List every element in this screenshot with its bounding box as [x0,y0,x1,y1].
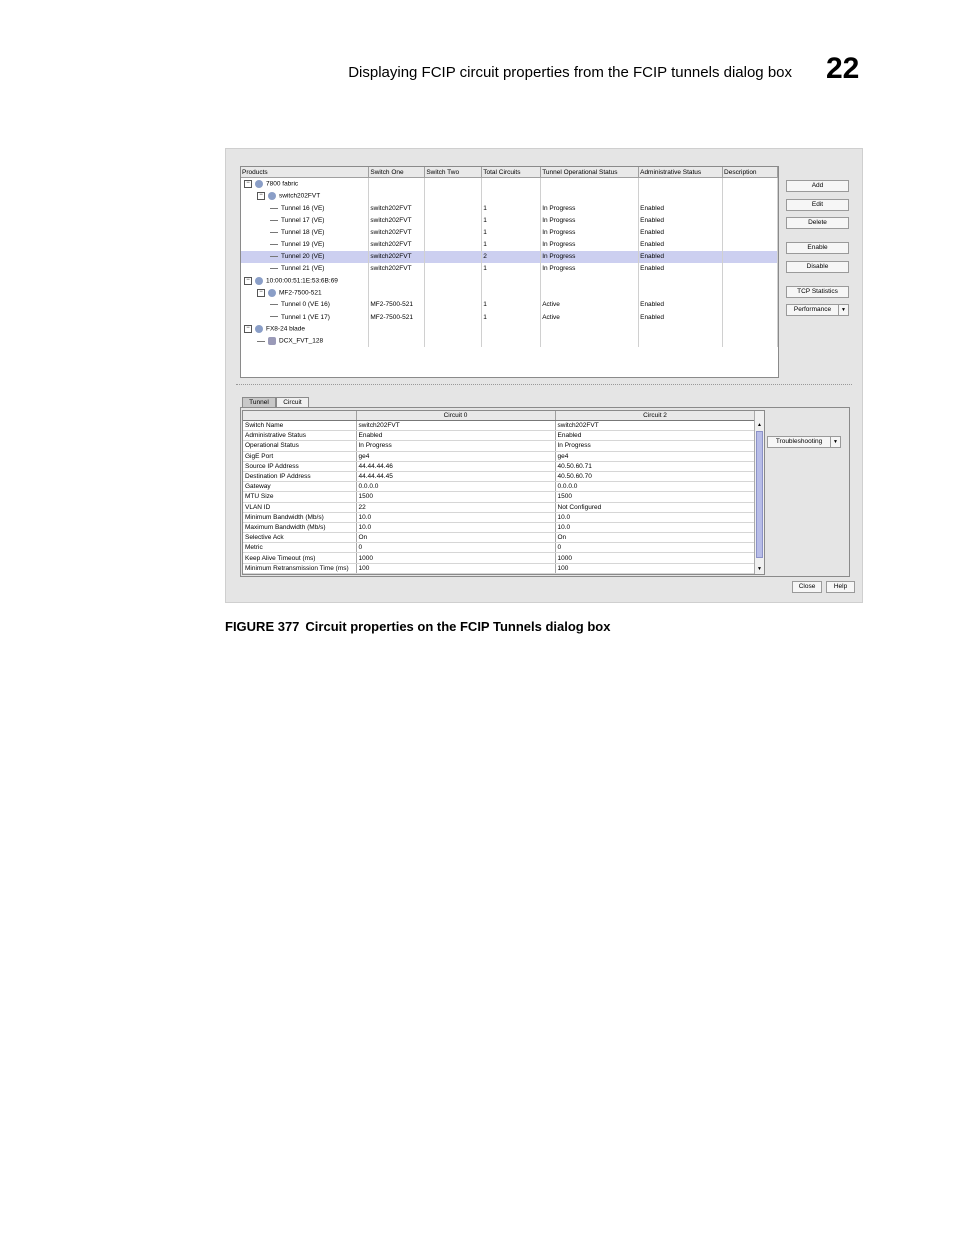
property-name: Switch Name [243,421,356,431]
tree-line [270,256,278,257]
table-cell [541,287,639,299]
figure-caption-text: Circuit properties on the FCIP Tunnels dialog box [305,619,611,634]
table-cell [425,226,482,238]
table-cell [425,190,482,202]
tree-line [270,316,278,317]
tree-line [270,220,278,221]
column-header[interactable]: Tunnel Operational Status [541,167,639,178]
table-cell [541,178,639,191]
table-cell [723,311,778,323]
property-value: 1500 [356,492,555,502]
table-cell: MF2-7500-521 [369,299,425,311]
property-value: 100 [555,563,755,573]
table-cell [369,323,425,335]
tree-line [270,244,278,245]
column-header[interactable]: Products [241,167,369,178]
property-name: Gateway [243,482,356,492]
table-cell: In Progress [541,251,639,263]
property-value: 10.0 [356,522,555,532]
tree-node [241,202,369,214]
table-cell [723,251,778,263]
table-row [243,553,755,563]
chevron-down-icon[interactable]: ▼ [841,307,846,313]
table-cell [425,311,482,323]
tree-node [241,275,369,287]
chapter-number: 22 [826,52,860,85]
tree-node [241,238,369,250]
collapse-icon[interactable]: − [257,289,265,297]
table-row[interactable] [241,214,778,226]
figure-caption [225,619,610,634]
property-value: 0 [356,543,555,553]
performance-label: Performance [787,305,839,315]
table-cell [425,299,482,311]
table-cell [723,299,778,311]
table-cell [639,335,723,347]
table-cell: 1 [482,214,541,226]
table-cell [369,335,425,347]
table-cell [723,190,778,202]
tree-line [270,232,278,233]
table-row [243,502,755,512]
table-row [243,563,755,573]
table-cell: 1 [482,311,541,323]
table-cell [369,287,425,299]
table-row[interactable] [241,251,778,263]
edit-button[interactable]: Edit [786,199,849,211]
collapse-icon[interactable]: − [244,277,252,285]
table-cell [541,335,639,347]
table-row[interactable] [241,226,778,238]
table-cell [425,251,482,263]
tree-node-label: Tunnel 18 (VE) [281,228,325,236]
table-row [243,451,755,461]
property-value: 44.44.44.45 [356,471,555,481]
property-value: Enabled [555,431,755,441]
tunnels-tree-table [240,166,779,378]
tree-node [241,214,369,226]
property-name: MTU Size [243,492,356,502]
tree-line [257,341,265,342]
table-cell [541,323,639,335]
property-value: switch202FVT [356,421,555,431]
tree-node-label: Tunnel 20 (VE) [281,253,325,261]
table-cell [723,202,778,214]
tcp-statistics-button[interactable]: TCP Statistics [786,286,849,298]
tree-node-label: Tunnel 16 (VE) [281,204,325,212]
fabric-icon [255,180,263,188]
tree-node [241,335,369,347]
tree-node [241,323,369,335]
table-cell: 1 [482,202,541,214]
table-row [243,533,755,543]
property-value: Enabled [356,431,555,441]
table-cell [723,214,778,226]
table-cell: switch202FVT [369,226,425,238]
tree-node [241,299,369,311]
tree-line [270,268,278,269]
table-cell: Enabled [639,238,723,250]
table-cell [639,178,723,191]
table-cell: Enabled [639,263,723,275]
table-row[interactable] [241,238,778,250]
table-cell: Active [541,311,639,323]
table-cell [723,226,778,238]
table-cell: Enabled [639,299,723,311]
table-cell: Enabled [639,226,723,238]
table-row [243,461,755,471]
table-cell [369,190,425,202]
table-cell [369,178,425,191]
table-cell [425,263,482,275]
table-cell [723,238,778,250]
table-cell [723,335,778,347]
property-value: Not Configured [555,502,755,512]
tab-circuit[interactable]: Circuit [276,397,309,407]
table-row [243,522,755,532]
collapse-icon[interactable]: − [244,325,252,333]
property-name: VLAN ID [243,502,356,512]
property-value: In Progress [356,441,555,451]
property-value: 0.0.0.0 [356,482,555,492]
table-row[interactable] [241,275,778,287]
table-row [243,512,755,522]
tree-node-label: switch202FVT [279,192,321,200]
table-cell [482,178,541,191]
table-cell [541,190,639,202]
table-cell [482,190,541,202]
table-cell [425,202,482,214]
column-header[interactable]: Switch Two [425,167,482,178]
tree-node [241,178,369,191]
table-row[interactable] [241,263,778,275]
property-value: ge4 [356,451,555,461]
scroll-down-arrow-icon[interactable]: ▼ [757,566,762,572]
tree-node-label: 10:00:00:51:1E:53:6B:69 [266,277,338,285]
column-header[interactable]: Administrative Status [639,167,723,178]
table-row[interactable] [241,299,778,311]
table-row[interactable] [241,287,778,299]
table-cell: switch202FVT [369,238,425,250]
table-row[interactable] [241,311,778,323]
tree-node-label: Tunnel 1 (VE 17) [281,313,330,321]
property-name: Minimum Retransmission Time (ms) [243,563,356,573]
table-cell [482,287,541,299]
property-value: ge4 [555,451,755,461]
table-cell [425,275,482,287]
table-cell [639,287,723,299]
table-cell [723,263,778,275]
property-value: 0.0.0.0 [555,482,755,492]
table-cell: 1 [482,238,541,250]
table-row[interactable] [241,202,778,214]
disable-button[interactable]: Disable [786,261,849,273]
table-cell [482,335,541,347]
table-row [243,431,755,441]
property-value: 1000 [356,553,555,563]
tree-node [241,251,369,263]
table-cell [425,335,482,347]
column-header[interactable]: Description [723,167,778,178]
circuit-properties-table [242,410,765,575]
fabric-icon [255,277,263,285]
table-cell [639,190,723,202]
table-cell [639,323,723,335]
column-header[interactable]: Switch One [369,167,425,178]
circuit-table [243,411,756,574]
tree-node [241,311,369,323]
property-name: Keep Alive Timeout (ms) [243,553,356,563]
table-cell: In Progress [541,214,639,226]
fabric-icon [255,325,263,333]
property-name: Operational Status [243,441,356,451]
column-header[interactable]: Circuit 0 [356,411,555,421]
troubleshooting-button[interactable] [767,436,841,448]
performance-button[interactable] [786,304,849,316]
switch-icon [268,289,276,297]
property-value: 0 [555,543,755,553]
table-row [243,482,755,492]
tree-node-label: Tunnel 21 (VE) [281,265,325,273]
table-cell [723,275,778,287]
table-cell: switch202FVT [369,214,425,226]
table-cell: 2 [482,251,541,263]
tree-node-label: Tunnel 0 (VE 16) [281,301,330,309]
column-header[interactable]: Circuit 2 [555,411,755,421]
property-name: Source IP Address [243,461,356,471]
table-cell [482,323,541,335]
property-value: On [555,533,755,543]
table-cell: 1 [482,299,541,311]
table-cell [425,287,482,299]
scroll-up-arrow-icon[interactable]: ▲ [757,422,762,428]
table-cell: Enabled [639,311,723,323]
table-row [243,492,755,502]
close-button[interactable]: Close [792,581,822,593]
tree-node-label: 7800 fabric [266,180,299,188]
table-row [243,421,755,431]
table-row [243,543,755,553]
table-cell: Enabled [639,251,723,263]
property-value: 10.0 [555,512,755,522]
property-value: 40.50.60.70 [555,471,755,481]
table-cell [723,323,778,335]
tree-line [270,304,278,305]
tree-node [241,226,369,238]
property-value: 22 [356,502,555,512]
tree-line [270,208,278,209]
tree-node [241,263,369,275]
table-cell [425,238,482,250]
add-button[interactable]: Add [786,180,849,192]
table-cell: MF2-7500-521 [369,311,425,323]
table-cell: In Progress [541,226,639,238]
table-row[interactable] [241,323,778,335]
property-value: In Progress [555,441,755,451]
table-cell [723,178,778,191]
table-cell: switch202FVT [369,263,425,275]
table-cell: In Progress [541,238,639,250]
tunnels-table [241,167,778,347]
table-cell: 1 [482,226,541,238]
collapse-icon[interactable]: − [257,192,265,200]
table-cell [541,275,639,287]
figure-label: FIGURE 377 [225,619,300,634]
table-cell: In Progress [541,202,639,214]
delete-button[interactable]: Delete [786,217,849,229]
tree-node-label: DCX_FVT_128 [279,337,324,345]
property-name: Destination IP Address [243,471,356,481]
tab-tunnel[interactable]: Tunnel [242,397,276,407]
tree-node-label: Tunnel 19 (VE) [281,241,325,249]
table-cell: 1 [482,263,541,275]
tree-node-label: FX8-24 blade [266,325,306,333]
property-name: Selective Ack [243,533,356,543]
property-value: 1000 [555,553,755,563]
table-cell: In Progress [541,263,639,275]
column-header[interactable] [243,411,356,421]
table-cell: Active [541,299,639,311]
tree-node-label: MF2-7500-521 [279,289,322,297]
table-row[interactable] [241,335,778,347]
table-cell [425,323,482,335]
switch-icon [268,192,276,200]
property-value: 40.50.60.71 [555,461,755,471]
property-name: Minimum Bandwidth (Mb/s) [243,512,356,522]
troubleshooting-label: Troubleshooting [768,437,831,447]
property-name: Maximum Bandwidth (Mb/s) [243,522,356,532]
fcip-tunnels-dialog-screenshot [225,148,863,603]
table-cell [723,287,778,299]
tree-node [241,287,369,299]
enable-button[interactable]: Enable [786,242,849,254]
table-row[interactable] [241,178,778,191]
vertical-scrollbar[interactable] [754,411,764,574]
property-name: Metric [243,543,356,553]
table-row [243,471,755,481]
table-cell [639,275,723,287]
table-row[interactable] [241,190,778,202]
property-value: 100 [356,563,555,573]
property-value: On [356,533,555,543]
collapse-icon[interactable]: − [244,180,252,188]
splitter-divider[interactable] [236,384,852,385]
property-name: Administrative Status [243,431,356,441]
table-cell [425,214,482,226]
property-name: GigE Port [243,451,356,461]
table-cell: Enabled [639,202,723,214]
property-value: switch202FVT [555,421,755,431]
chevron-down-icon[interactable]: ▼ [833,439,838,445]
property-value: 10.0 [555,522,755,532]
property-value: 44.44.44.46 [356,461,555,471]
circuit-panel [240,407,850,577]
table-cell [369,275,425,287]
table-cell [425,178,482,191]
table-cell: Enabled [639,214,723,226]
table-cell: switch202FVT [369,202,425,214]
property-value: 1500 [555,492,755,502]
help-button[interactable]: Help [826,581,855,593]
table-cell: switch202FVT [369,251,425,263]
property-value: 10.0 [356,512,555,522]
table-row [243,441,755,451]
tree-node-label: Tunnel 17 (VE) [281,216,325,224]
table-cell [482,275,541,287]
column-header[interactable]: Total Circuits [482,167,541,178]
blade-icon [268,337,276,345]
scroll-thumb[interactable] [756,431,763,558]
tree-node [241,190,369,202]
running-header-title: Displaying FCIP circuit properties from the FCIP tunnels dialog box [348,64,792,81]
